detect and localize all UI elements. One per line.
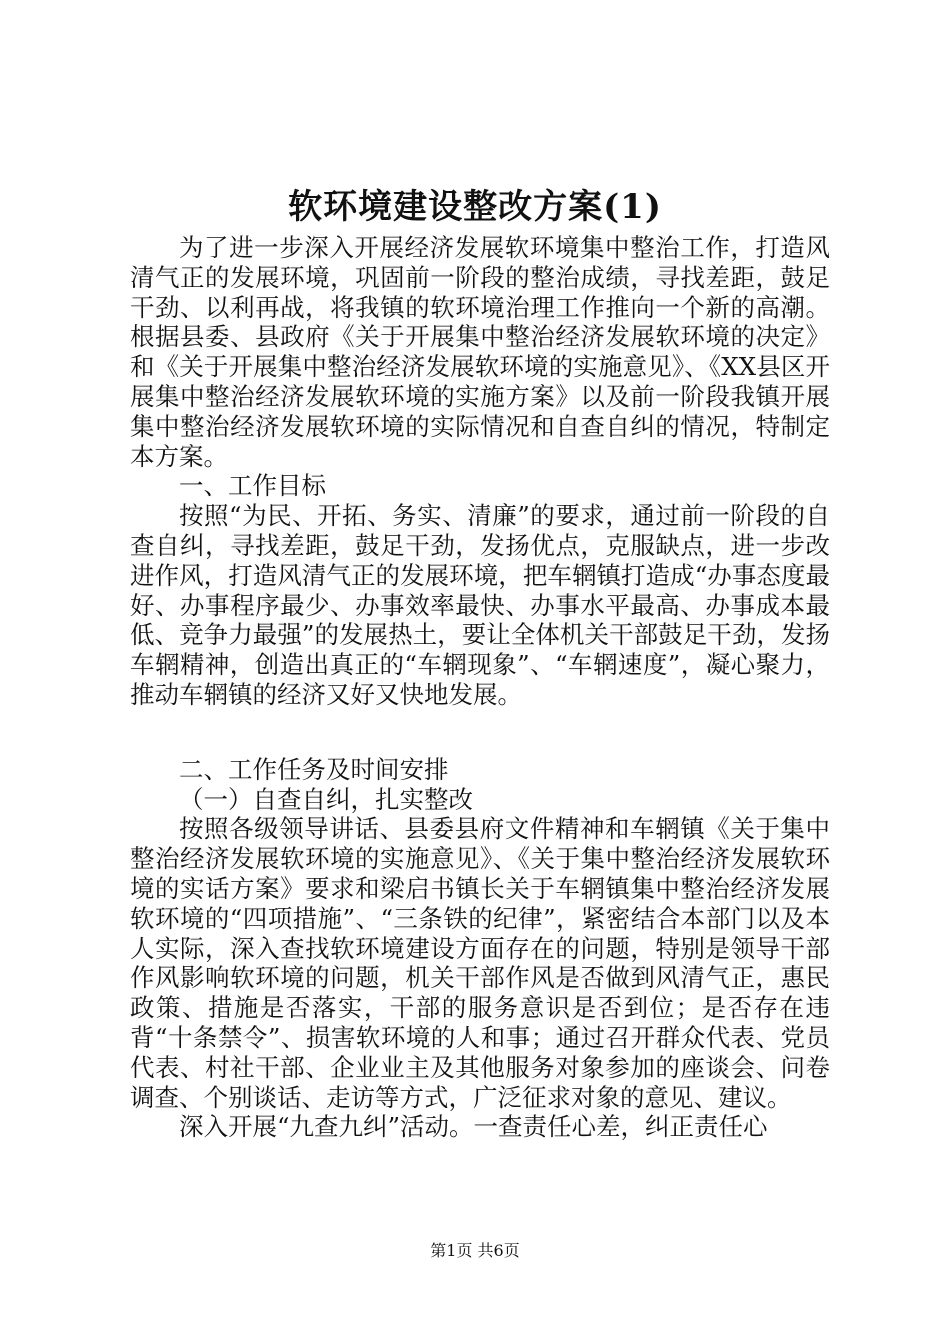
section-heading-goals: 一、工作目标: [179, 471, 326, 501]
self-check-paragraph: 按照各级领导讲话、县委县府文件精神和车辋镇《关于集中整治经济发展软环境的实施意见》、《关于集中整治经济发展软环境的实话方案》要求和梁启书镇长关于车辋镇集中整治经济发展软环境的“四项措施”、“三条铁的纪律”，紧密结合本部门以及本人实际，深入查找软环境建设方面存在的问题，特别是领导干部作风影响软环境的问题，机关干部作风是否做到风清气正，惠民政策、措施是否落实，干部的服务意识是否到位；是否存在违背“十条禁令”、损害软环境的人和事；通过召开群众代表、党员代表、村社干部、企业业主及其他服务对象参加的座谈会、问卷调查、个别谈话、走访等方式，广泛征求对象的意见、建议。: [130, 814, 830, 1112]
subsection-heading-self-check: （一）自查自纠，扎实整改: [179, 784, 473, 814]
paragraph-spacer: [130, 710, 830, 755]
intro-paragraph: 为了进一步深入开展经济发展软环境集中整治工作，打造风清气正的发展环境，巩固前一阶段的整治成绩，寻找差距，鼓足干劲、以利再战，将我镇的软环境治理工作推向一个新的高潮。根据县委、县政府《关于开展集中整治经济发展软环境的决定》和《关于开展集中整治经济发展软环境的实施意见》、《XX县区开展集中整治经济发展软环境的实施方案》以及前一阶段我镇开展集中整治经济发展软环境的实际情况和自查自纠的情况，特制定本方案。: [130, 233, 830, 471]
section-heading-tasks: 二、工作任务及时间安排: [179, 754, 449, 784]
goals-paragraph: 按照“为民、开拓、务实、清廉”的要求，通过前一阶段的自查自纠，寻找差距，鼓足干劲，发扬优点，克服缺点，进一步改进作风，打造风清气正的发展环境，把车辋镇打造成“办事态度最好、办事程序最少、办事效率最快、办事水平最高、办事成本最低、竞争力最强”的发展热土，要让全体机关干部鼓足干劲，发扬车辋精神，创造出真正的“车辋现象”、“车辋速度”，凝心聚力，推动车辋镇的经济又好又快地发展。: [130, 501, 830, 709]
nine-checks-paragraph: 深入开展“九查九纠”活动。一查责任心差，纠正责任心: [179, 1112, 768, 1142]
page-footer: 第1页 共6页: [430, 1241, 520, 1260]
document-body: [130, 233, 830, 1142]
document-title: 软环境建设整改方案(1): [288, 187, 662, 227]
